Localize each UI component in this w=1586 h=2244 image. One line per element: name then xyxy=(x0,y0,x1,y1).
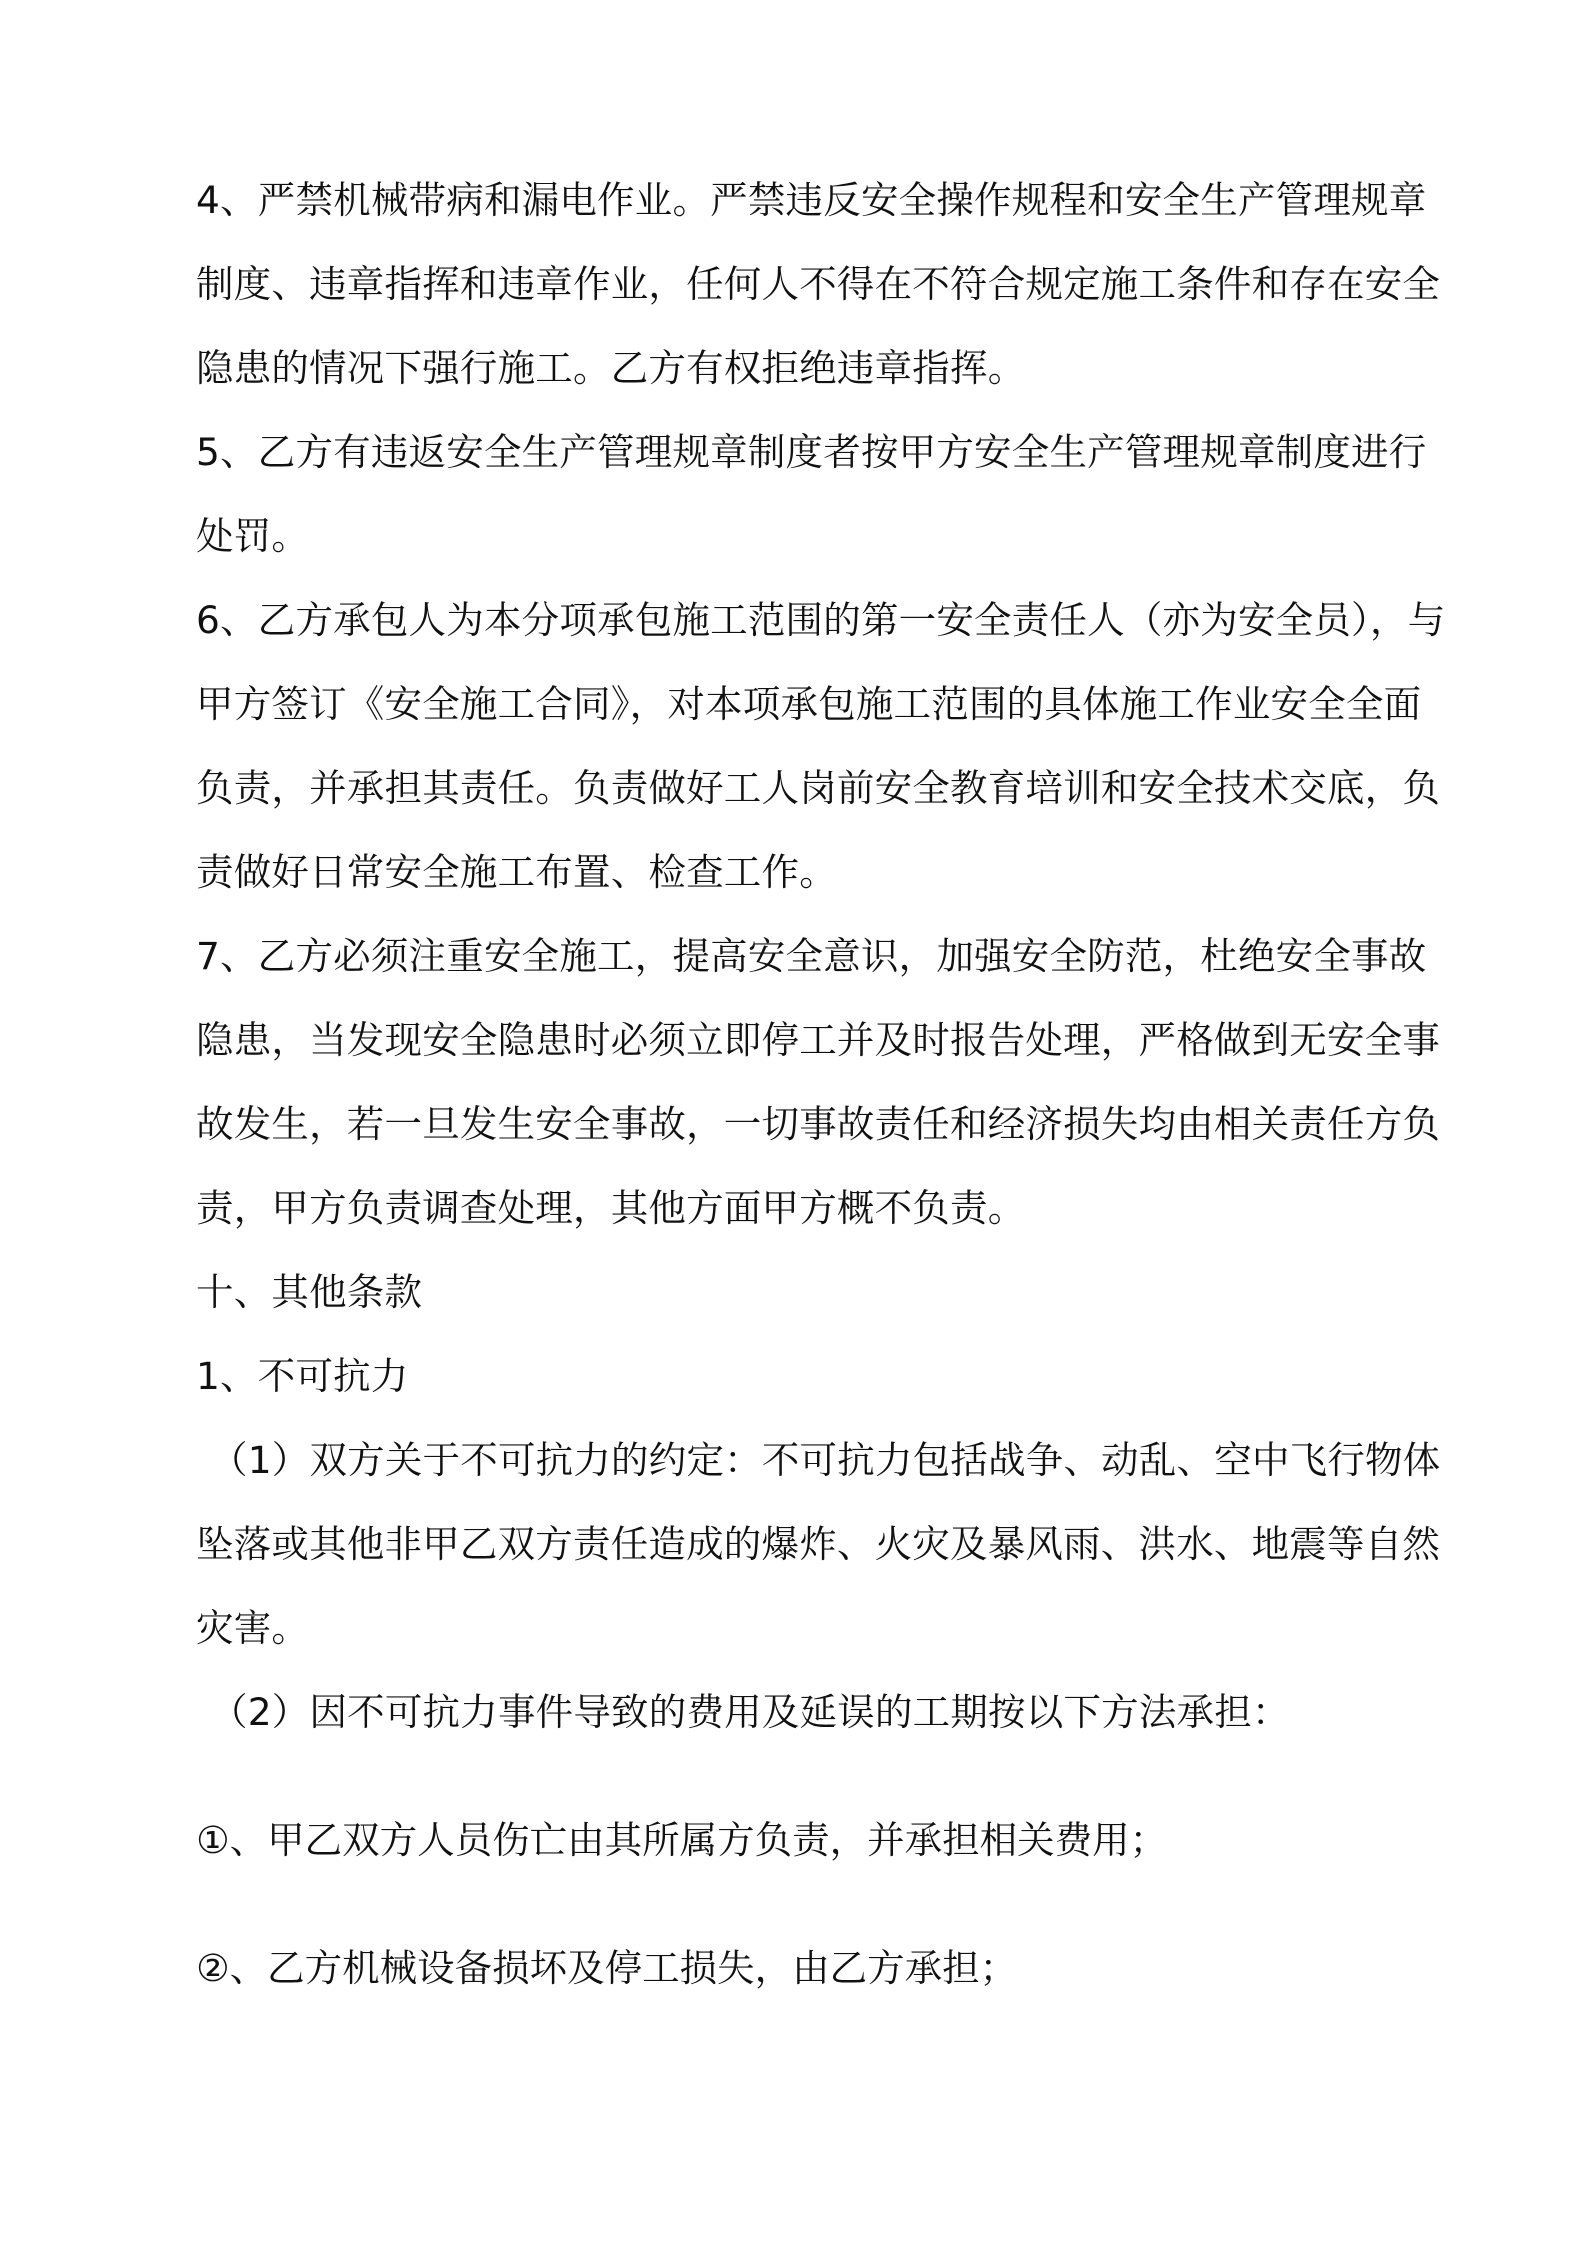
clause-7-line-4: 责，甲方负责调查处理，其他方面甲方概不负责。 xyxy=(196,1186,1026,1230)
clause-4-line-3: 隐患的情况下强行施工。乙方有权拒绝违章指挥。 xyxy=(196,346,1026,390)
clause-5-line-1: 5、乙方有违返安全生产管理规章制度者按甲方安全生产管理规章制度进行 xyxy=(196,430,1427,474)
clause-6-line-2: 甲方签订《安全施工合同》，对本项承包施工范围的具体施工作业安全全面 xyxy=(196,682,1422,726)
clause-5-line-2: 处罚。 xyxy=(196,514,310,558)
force-majeure-1-line-1: （1）双方关于不可抗力的约定：不可抗力包括战争、动乱、空中飞行物体 xyxy=(210,1438,1441,1482)
circled-item-2: ②、乙方机械设备损坏及停工损失，由乙方承担； xyxy=(196,1946,1018,1990)
clause-6-line-3: 负责，并承担其责任。负责做好工人岗前安全教育培训和安全技术交底，负 xyxy=(196,766,1441,810)
force-majeure-2-line-1: （2）因不可抗力事件导致的费用及延误的工期按以下方法承担： xyxy=(210,1690,1290,1734)
document-body xyxy=(196,158,1446,2010)
subheading-force-majeure: 1、不可抗力 xyxy=(196,1354,409,1398)
clause-7-line-2: 隐患，当发现安全隐患时必须立即停工并及时报告处理，严格做到无安全事 xyxy=(196,1018,1441,1062)
clause-7-line-1: 7、乙方必须注重安全施工，提高安全意识，加强安全防范，杜绝安全事故 xyxy=(196,934,1427,978)
force-majeure-1-line-3: 灾害。 xyxy=(196,1606,310,1650)
clause-4-line-1: 4、严禁机械带病和漏电作业。严禁违反安全操作规程和安全生产管理规章 xyxy=(196,178,1427,222)
section-heading-other-terms: 十、其他条款 xyxy=(196,1270,423,1314)
clause-6-line-4: 责做好日常安全施工布置、检查工作。 xyxy=(196,850,837,894)
clause-4-line-2: 制度、违章指挥和违章作业，任何人不得在不符合规定施工条件和存在安全 xyxy=(196,262,1441,306)
clause-7-line-3: 故发生，若一旦发生安全事故，一切事故责任和经济损失均由相关责任方负 xyxy=(196,1102,1441,1146)
force-majeure-1-line-2: 坠落或其他非甲乙双方责任造成的爆炸、火灾及暴风雨、洪水、地震等自然 xyxy=(196,1522,1441,1566)
circled-item-1: ①、甲乙双方人员伤亡由其所属方负责，并承担相关费用； xyxy=(196,1818,1168,1862)
clause-6-line-1: 6、乙方承包人为本分项承包施工范围的第一安全责任人（亦为安全员），与 xyxy=(196,598,1446,642)
